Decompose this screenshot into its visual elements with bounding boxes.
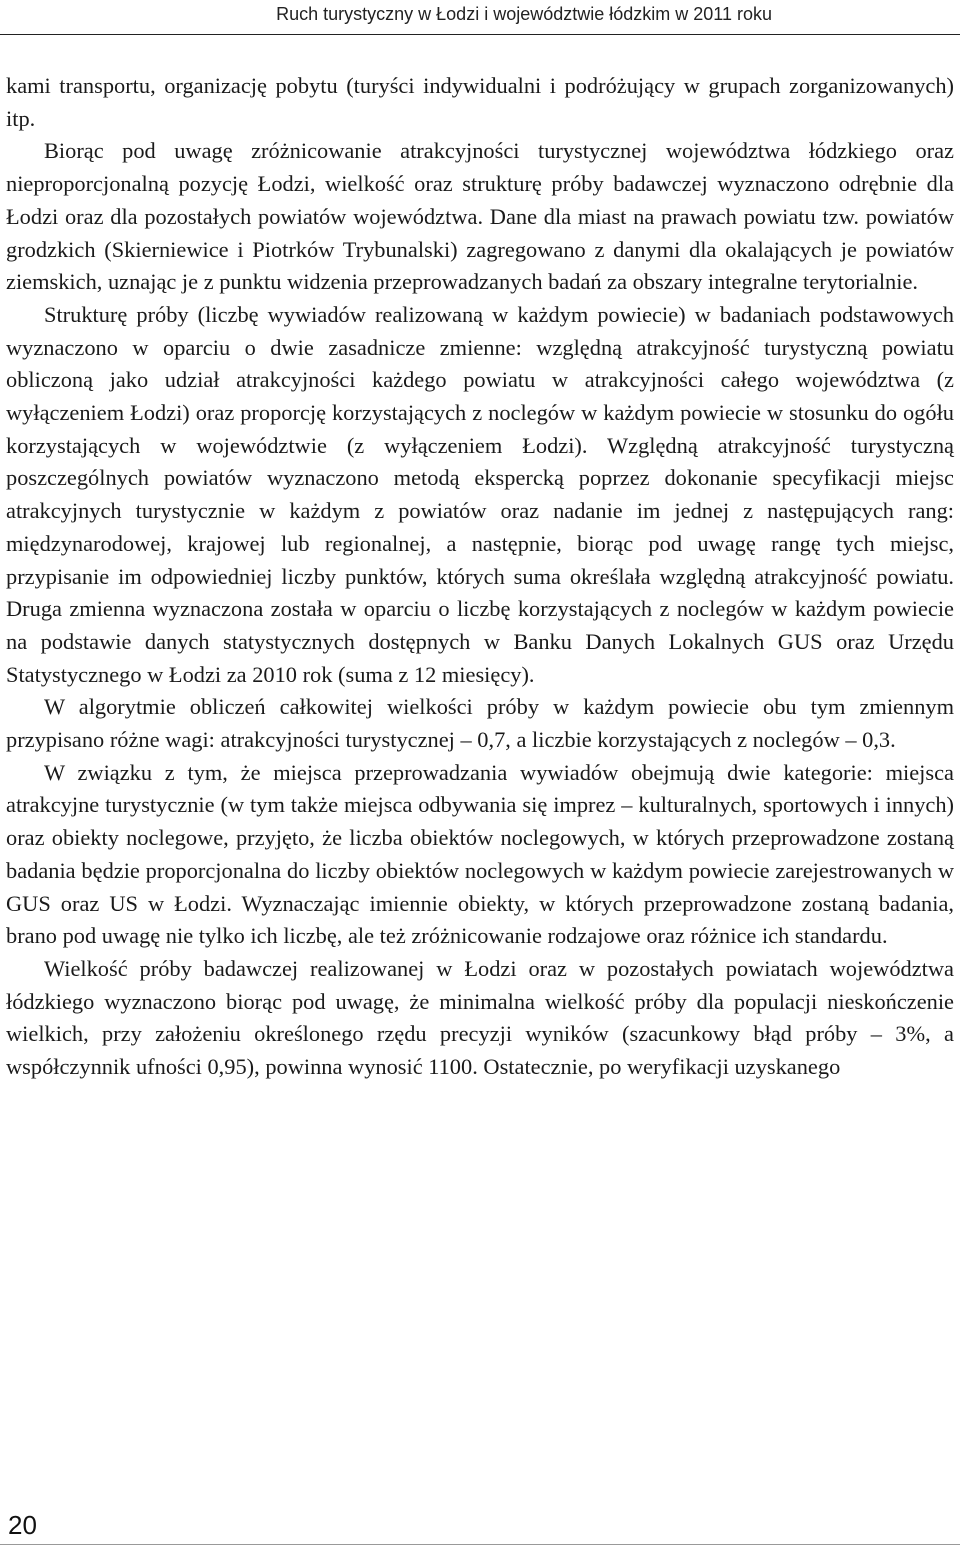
- paragraph-sample-scope: Biorąc pod uwagę zróżnicowanie atrakcyjności turystycznej województwa łódzkiego oraz nieproporcjonalną pozycję Łodzi, wielkość oraz strukturę próby badawczej wyznaczono odrębnie dla Łodzi oraz dla pozostałych powiatów województwa. Dane dla miast na prawach powiatu tzw. powiatów grodzkich (Skierniewice i Piotrków Trybunalski) zagregowano z danymi dla okalających je powiatów ziemskich, uznając je z punktu widzenia przeprowadzanych badań za obszary integralne terytorialnie.: [6, 138, 954, 295]
- running-header: Ruch turystyczny w Łodzi i województwie łódzkim w 2011 roku: [276, 4, 772, 24]
- paragraph-sample-structure: Strukturę próby (liczbę wywiadów realizowaną w każdym powiecie) w badaniach podstawowych wyznaczono w oparciu o dwie zasadnicze zmienne: względną atrakcyjność turystyczną powiatu obliczoną jako udział atrakcyjności każdego powiatu w atrakcyjności całego województwa (z wyłączeniem Łodzi) oraz proporcję korzystających z noclegów w każdym powiecie w stosunku do ogółu korzystających w województwie (z wyłączeniem Łodzi). Względną atrakcyjność turystyczną poszczególnych powiatów wyznaczono metodą ekspercką poprzez dokonanie specyfikacji miejsc atrakcyjnych turystycznie w każdym z powiatów oraz nadanie im jednej z następujących rang: międzynarodowej, krajowej lub regionalnej, a następnie, biorąc pod uwagę rangę tych miejsc, przypisanie im odpowiedniej liczby punktów, których suma określała względną atrakcyjność powiatu. Druga zmienna wyznaczona została w oparciu o liczbę korzystających z noclegów w każdym powiecie na podstawie danych statystycznych dostępnych w Banku Danych Lokalnych GUS oraz Urzędu Statystycznego w Łodzi za 2010 rok (suma z 12 miesięcy).: [6, 301, 954, 687]
- paragraph-continuation: kami transportu, organizację pobytu (turyści indywidualni i podróżujący w grupach zorganizowanych) itp.: [6, 73, 954, 131]
- header-divider: [0, 34, 960, 35]
- paragraph-interview-locations: W związku z tym, że miejsca przeprowadzania wywiadów obejmują dwie kategorie: miejsca atrakcyjne turystycznie (w tym także miejsca odbywania się imprez – kulturalnych, sportowych i innych) oraz obiekty noclegowe, przyjęto, że liczba obiektów noclegowych, w których przeprowadzone zostaną badania będzie proporcjonalna do liczby obiektów noclegowych w każdym powiecie zarejestrowanych w GUS oraz US w Łodzi. Wyznaczając imiennie obiekty, w których przeprowadzone zostaną badania, brano pod uwagę nie tylko ich liczbę, ale też zróżnicowanie rodzajowe oraz różnice ich standardu.: [6, 759, 954, 949]
- page-number: 20: [8, 1510, 37, 1540]
- paragraph-weights: W algorytmie obliczeń całkowitej wielkości próby w każdym powiecie obu tym zmiennym przypisano różne wagi: atrakcyjności turystycznej – 0,7, a liczbie korzystających z noclegów – 0,3.: [6, 694, 954, 753]
- paragraph-sample-size: Wielkość próby badawczej realizowanej w Łodzi oraz w pozostałych powiatach województwa łódzkiego wyznaczono biorąc pod uwagę, że minimalna wielkość próby dla populacji nieskończenie wielkich, przy założeniu określonego rzędu precyzji wyników (szacunkowy błąd próby – 3%, a współczynnik ufności 0,95), powinna wynosić 1100. Ostatecznie, po weryfikacji uzyskanego: [6, 955, 954, 1080]
- footer-divider: [0, 1544, 960, 1545]
- body-text: [6, 70, 954, 1084]
